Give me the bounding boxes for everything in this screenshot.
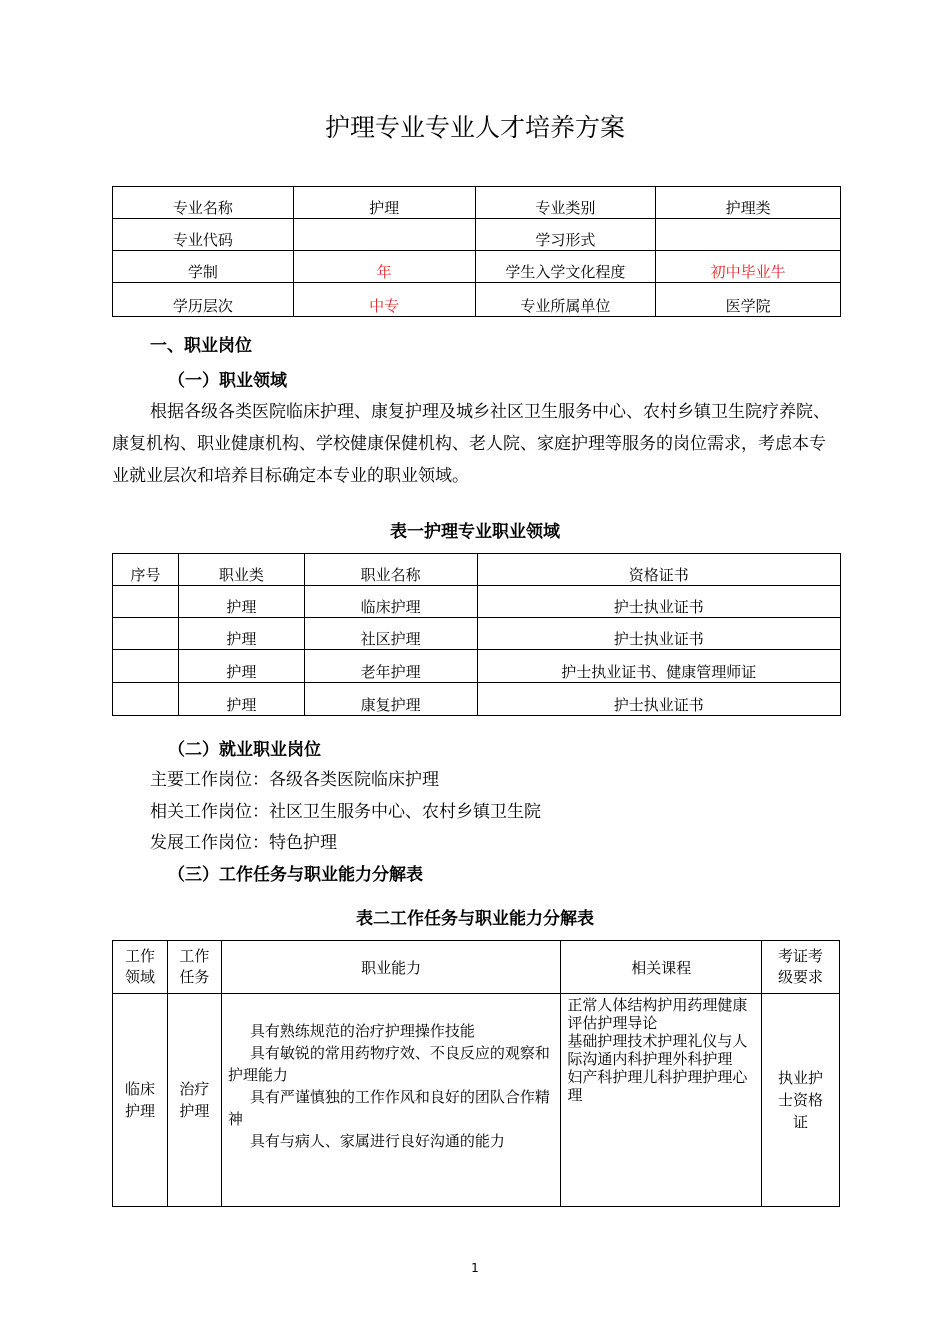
info-label: 学制	[113, 251, 294, 283]
table-cell: 护理	[178, 683, 304, 716]
subsection-heading: （一）职业领域	[168, 371, 287, 391]
career-field-table	[112, 553, 841, 716]
table-cell	[113, 650, 179, 683]
table-caption: 表一护理专业职业领域	[390, 522, 560, 542]
info-value: 医学院	[656, 283, 841, 317]
job-line-development: 发展工作岗位：特色护理	[150, 833, 337, 853]
ability-item: 具有敏锐的常用药物疗效、不良反应的观察和护理能力	[227, 1044, 550, 1084]
table-cell: 康复护理	[304, 683, 477, 716]
table-caption: 表二工作任务与职业能力分解表	[356, 909, 594, 929]
info-label: 专业名称	[113, 187, 294, 219]
info-value: 中专	[293, 283, 475, 317]
table-row	[113, 187, 841, 219]
table-cell	[113, 586, 179, 618]
section-heading: 一、职业岗位	[150, 336, 252, 356]
work-domain-cell: 临床护理	[113, 994, 168, 1207]
paragraph-text: 根据各级各类医院临床护理、康复护理及城乡社区卫生服务中心、农村乡镇卫生院疗养院、康复机构、职业健康机构、学校健康保健机构、老人院、家庭护理等服务的岗位需求，考虑本专业就业层次和培养目标确定本专业的职业领域。	[112, 402, 830, 486]
program-info-table	[112, 186, 841, 317]
info-value: 年	[293, 251, 475, 283]
table-cell	[113, 618, 179, 650]
column-header: 考证考级要求	[762, 941, 840, 994]
table-header-row	[113, 554, 841, 586]
table-cell: 临床护理	[304, 586, 477, 618]
info-label: 专业类别	[475, 187, 656, 219]
work-task-cell: 治疗护理	[167, 994, 221, 1207]
subsection-heading: （二）就业职业岗位	[168, 740, 321, 760]
info-label: 学生入学文化程度	[475, 251, 656, 283]
info-label: 专业所属单位	[475, 283, 656, 317]
info-label: 专业代码	[113, 219, 294, 251]
course-cell	[561, 994, 762, 1207]
table-row	[113, 251, 841, 283]
paragraph	[112, 396, 842, 492]
column-header: 工作领域	[113, 941, 168, 994]
table-cell: 社区护理	[304, 618, 477, 650]
task-ability-table	[112, 940, 840, 1207]
table-row	[113, 219, 841, 251]
page-number: 1	[471, 1261, 479, 1275]
column-header: 工作任务	[167, 941, 221, 994]
table-cell: 护理	[178, 586, 304, 618]
info-value: 护理类	[656, 187, 841, 219]
table-header-row	[113, 941, 840, 994]
job-line-related: 相关工作岗位：社区卫生服务中心、农村乡镇卫生院	[150, 802, 541, 822]
column-header: 资格证书	[477, 554, 841, 586]
info-value	[656, 219, 841, 251]
table-cell: 护士执业证书	[477, 586, 841, 618]
table-row	[113, 650, 841, 683]
column-header: 职业名称	[304, 554, 477, 586]
table-row	[113, 586, 841, 618]
course-item: 基础护理技术护理礼仪与人际沟通内科护理外科护理	[567, 1032, 748, 1068]
ability-item: 具有与病人、家属进行良好沟通的能力	[249, 1132, 505, 1150]
column-header: 职业类	[178, 554, 304, 586]
table-cell	[113, 683, 179, 716]
course-item: 妇产科护理儿科护理护理心理	[567, 1068, 748, 1104]
info-label: 学习形式	[475, 219, 656, 251]
job-line-main: 主要工作岗位：各级各类医院临床护理	[150, 770, 439, 790]
info-value	[293, 219, 475, 251]
column-header: 职业能力	[221, 941, 560, 994]
document-title: 护理专业专业人才培养方案	[324, 113, 625, 142]
info-value: 护理	[293, 187, 475, 219]
ability-item: 具有熟练规范的治疗护理操作技能	[249, 1022, 475, 1040]
column-header: 序号	[113, 554, 179, 586]
table-row	[113, 618, 841, 650]
table-row	[113, 283, 841, 317]
subsection-heading: （三）工作任务与职业能力分解表	[168, 865, 423, 885]
table-cell: 护理	[178, 650, 304, 683]
table-row	[113, 683, 841, 716]
table-cell: 护士执业证书	[477, 683, 841, 716]
table-cell: 护士执业证书	[477, 618, 841, 650]
info-label: 学历层次	[113, 283, 294, 317]
table-cell: 老年护理	[304, 650, 477, 683]
ability-item: 具有严谨慎独的工作作风和良好的团队合作精神	[227, 1088, 550, 1128]
table-cell: 护理	[178, 618, 304, 650]
certificate-cell: 执业护士资格证	[762, 994, 840, 1207]
column-header: 相关课程	[561, 941, 762, 994]
table-row	[113, 994, 840, 1207]
ability-cell	[221, 994, 560, 1207]
course-item: 正常人体结构护用药理健康评估护理导论	[567, 996, 748, 1032]
table-cell: 护士执业证书、健康管理师证	[477, 650, 841, 683]
info-value: 初中毕业牛	[656, 251, 841, 283]
